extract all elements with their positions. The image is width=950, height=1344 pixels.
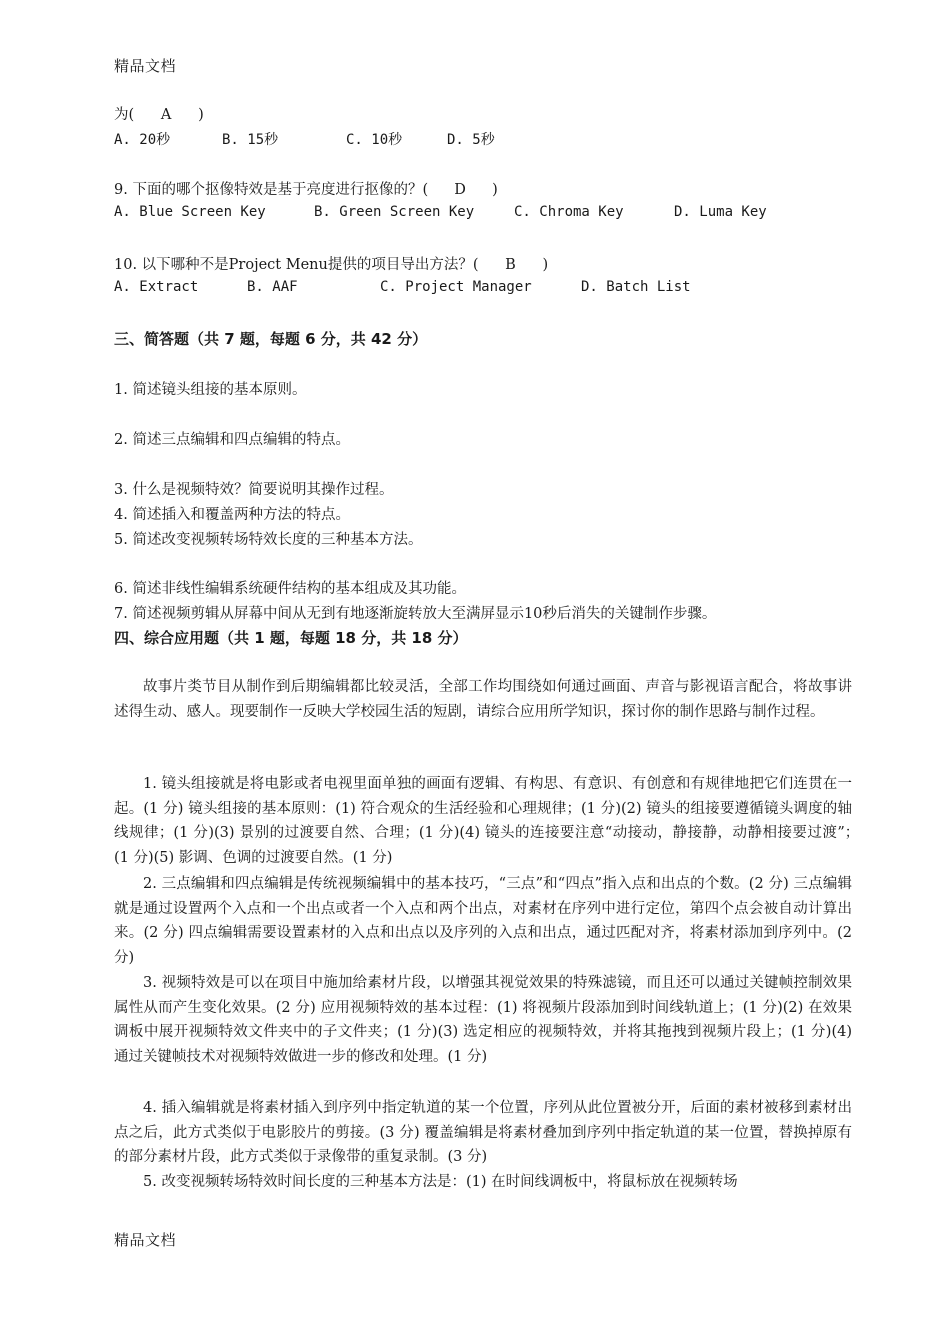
- question-8-close: ): [198, 107, 204, 123]
- option: A. Extract: [114, 279, 199, 295]
- option: D. Batch List: [581, 279, 691, 295]
- page-header: 精品文档: [114, 57, 177, 75]
- answer-paragraph: 1. 镜头组接就是将电影或者电视里面单独的画面有逻辑、有构思、有意识、有创意和有规律地把它们连贯在一起。(1 分) 镜头组接的基本原则：(1) 符合观众的生活经验和心理规律；(1 分)(2) 镜头的组接要遵循镜头调度的轴线规律；(1 分)(3) 景别的过渡要自然、合理；(1 分)(4) 镜头的连接要注意“动接动，静接静，动静相接要过渡”； (1 分)(5) 影调、色调的过渡要自然。(1 分): [114, 776, 867, 866]
- answer-paragraph: 2. 三点编辑和四点编辑是传统视频编辑中的基本技巧，“三点”和“四点”指入点和出点的个数。(2 分) 三点编辑就是通过设置两个入点和一个出点或者一个入点和两个出点，对素材在序列中进行定位，第四个点会被自动计算出来。(2 分) 四点编辑需要设置素材的入点和出点以及序列的入点和出点，通过匹配对齐，将素材添加到序列中。(2 分): [114, 876, 852, 966]
- option: C. Project Manager: [380, 279, 532, 295]
- option: D. Luma Key: [674, 204, 767, 220]
- short-question: 4. 简述插入和覆盖两种方法的特点。: [114, 507, 350, 523]
- question-10-answer: B: [505, 257, 516, 273]
- question-10-stem: [114, 253, 548, 274]
- option: A. Blue Screen Key: [114, 204, 266, 220]
- question-10-close: ): [542, 257, 549, 273]
- section-3-title: 三、简答题（共 7 题，每题 6 分，共 42 分）: [114, 330, 428, 348]
- question-8-answer: A: [160, 107, 172, 123]
- option: C. 10秒: [346, 132, 403, 148]
- short-question: 6. 简述非线性编辑系统硬件结构的基本组成及其功能。: [114, 581, 466, 597]
- question-8-stem: [114, 103, 204, 124]
- question-8-options: [114, 129, 814, 149]
- option: B. AAF: [247, 279, 298, 295]
- application-question: 故事片类节目从制作到后期编辑都比较灵活，全部工作均围绕如何通过画面、声音与影视语言配合，将故事讲述得生动、感人。现要制作一反映大学校园生活的短剧，请综合应用所学知识，探讨你的制作思路与制作过程。: [114, 679, 852, 720]
- question-9-close: ): [492, 182, 498, 198]
- short-question: 7. 简述视频剪辑从屏幕中间从无到有地逐渐旋转放大至满屏显示10秒后消失的关键制作步骤。: [114, 606, 717, 622]
- answer-paragraph: 4. 插入编辑就是将素材插入到序列中指定轨道的某一个位置，序列从此位置被分开，后面的素材被移到素材出点之后，此方式类似于电影胶片的剪接。(3 分) 覆盖编辑是将素材叠加到序列中指定轨道的某一位置，替换掉原有的部分素材片段，此方式类似于录像带的重复录制。(3 分): [114, 1100, 852, 1166]
- question-10-stem-text: 10. 以下哪种不是Project Menu提供的项目导出方法？(: [114, 257, 479, 273]
- short-question: 2. 简述三点编辑和四点编辑的特点。: [114, 432, 350, 448]
- question-9-answer: D: [454, 182, 466, 198]
- question-8-stem-text: 为(: [114, 107, 135, 123]
- option: B. 15秒: [222, 132, 279, 148]
- option: B. Green Screen Key: [314, 204, 475, 220]
- question-9-stem: [114, 178, 498, 199]
- answer-paragraph: 5. 改变视频转场特效时间长度的三种基本方法是：(1) 在时间线调板中，将鼠标放在视频转场: [143, 1174, 738, 1190]
- question-9-stem-text: 9. 下面的哪个抠像特效是基于亮度进行抠像的？(: [114, 182, 429, 198]
- short-question: 1. 简述镜头组接的基本原则。: [114, 382, 307, 398]
- option: C. Chroma Key: [514, 204, 624, 220]
- option: A. 20秒: [114, 132, 171, 148]
- option: D. 5秒: [447, 132, 495, 148]
- question-10-options: [114, 279, 814, 299]
- short-question: 3. 什么是视频特效？简要说明其操作过程。: [114, 482, 394, 498]
- page-footer: 精品文档: [114, 1231, 177, 1249]
- short-question: 5. 简述改变视频转场特效长度的三种基本方法。: [114, 532, 423, 548]
- question-9-options: [114, 204, 814, 224]
- answer-paragraph: 3. 视频特效是可以在项目中施加给素材片段，以增强其视觉效果的特殊滤镜，而且还可以通过关键帧控制效果属性从而产生变化效果。(2 分) 应用视频特效的基本过程：(1) 将视频片段添加到时间线轨道上；(1 分)(2) 在效果调板中展开视频特效文件夹中的子文件夹；(1 分)(3) 选定相应的视频特效，并将其拖拽到视频片段上；(1 分)(4) 通过关键帧技术对视频特效做进一步的修改和处理。(1 分): [114, 975, 852, 1065]
- section-4-title: 四、综合应用题（共 1 题，每题 18 分，共 18 分）: [114, 629, 468, 647]
